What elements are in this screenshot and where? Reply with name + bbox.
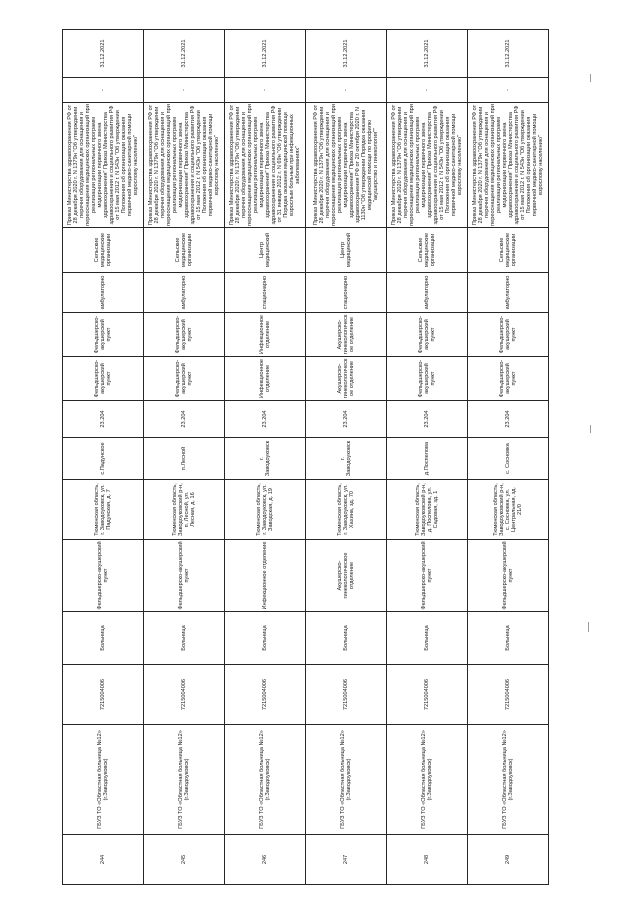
cell-unit: [387, 540, 468, 612]
cell-note: [306, 78, 387, 103]
cell-category-text: Сельские медицинские организации: [93, 232, 113, 268]
cell-org-text: ГБУЗ ТО «Областная больница №12» (г.Заводоуковск): [420, 730, 433, 829]
cell-conditions-text: амбулаторно: [180, 275, 187, 310]
cell-org-text: ГБУЗ ТО «Областная больница №12» (г.Заводоуковск): [339, 730, 352, 829]
cell-code-text: 7215004006: [504, 678, 511, 711]
cell-unit-type-text: Фельдшерско-акушерский пункт: [498, 359, 518, 398]
cell-code-text: 7215004006: [180, 678, 187, 711]
cell-org: [225, 725, 306, 835]
cell-conditions: [306, 273, 387, 313]
cell-org-text: ГБУЗ ТО «Областная больница №12» (г.Заводоуковск): [501, 730, 514, 829]
cell-address-text: Тюменская область, г. Заводоуковск, ул. Падунская, д. 7: [93, 483, 113, 536]
cell-locality: [306, 438, 387, 480]
cell-unit-type: [225, 357, 306, 401]
cell-address-text: Тюменская область, Заводоуковский р-н, д. Поспелова, ул. Садовая, зд. 1: [414, 483, 440, 536]
cell-address: [63, 480, 144, 540]
cell-date: [387, 30, 468, 78]
cell-unit-text: Фельдшерско-акушерский пункт: [420, 541, 433, 610]
cell-unit-profile: [387, 313, 468, 357]
cell-org-text: ГБУЗ ТО «Областная больница №12» (г.Заводоуковск): [177, 730, 190, 829]
cell-unit-profile-text: Акушерско-гинекологическое отделение: [336, 314, 356, 355]
cell-code: [144, 665, 225, 725]
cell-unit-type: [387, 357, 468, 401]
cell-unit-type-text: Акушерско-гинекологическое отделение: [336, 358, 356, 399]
cell-code-text: 7215004006: [423, 678, 430, 711]
cell-oktmo: [63, 401, 144, 438]
cell-type: [63, 612, 144, 665]
cell-locality-text: с. Сосновка: [504, 443, 511, 474]
cell-conditions-text: стационарно: [342, 275, 349, 310]
cell-type-text: Больница: [423, 625, 430, 651]
cell-unit-profile-text: Фельдшерско-акушерский пункт: [498, 315, 518, 354]
cell-address: [387, 480, 468, 540]
cell-type: [387, 612, 468, 665]
cell-basis: [387, 103, 468, 228]
cell-oktmo: [468, 401, 549, 438]
cell-locality: [63, 438, 144, 480]
cell-code: [225, 665, 306, 725]
cell-address-text: Тюменская область, г. Заводоуковск, ул. Заводская, д. 19: [255, 483, 275, 536]
cell-code: [468, 665, 549, 725]
cell-category: [225, 228, 306, 273]
cell-type: [468, 612, 549, 665]
cell-unit-type: [468, 357, 549, 401]
cell-oktmo: [144, 401, 225, 438]
cell-basis: [306, 103, 387, 228]
cell-category-text: Сельские медицинские организации: [417, 232, 437, 268]
cell-num: [387, 835, 468, 885]
cell-num: [225, 835, 306, 885]
cell-type: [225, 612, 306, 665]
equipment-table: [62, 29, 549, 885]
cell-oktmo-text: 23.204: [342, 410, 349, 428]
cell-oktmo-text: 23.204: [423, 410, 430, 428]
cell-unit-text: Фельдшерско-акушерский пункт: [96, 541, 109, 610]
cell-locality-text: г. Заводоуковск: [258, 440, 271, 477]
cell-type-text: Больница: [504, 625, 511, 651]
cell-address-text: Тюменская область, Заводоуковский р-н, с. Сосновка, ул. Центральная, зд. 21/0: [492, 483, 524, 536]
cell-unit-text: Инфекционное отделение: [261, 541, 268, 610]
cell-unit-profile: [144, 313, 225, 357]
cell-note-text: -: [423, 89, 430, 91]
cell-unit-profile: [306, 313, 387, 357]
cell-org: [306, 725, 387, 835]
cell-num-text: 247: [342, 854, 349, 865]
cell-conditions-text: амбулаторно: [423, 275, 430, 310]
cell-unit: [306, 540, 387, 612]
cell-code-text: 7215004006: [342, 678, 349, 711]
cell-note: [468, 78, 549, 103]
cell-date-text: 31.12.2021: [504, 39, 511, 68]
cell-oktmo: [225, 401, 306, 438]
cell-note: [387, 78, 468, 103]
cell-oktmo-text: 23.204: [180, 410, 187, 428]
cell-note-text: -: [504, 89, 511, 91]
cell-org: [144, 725, 225, 835]
cell-category: [468, 228, 549, 273]
cell-type: [306, 612, 387, 665]
cell-type: [144, 612, 225, 665]
cell-num: [63, 835, 144, 885]
scan-mark: [588, 622, 589, 632]
scan-mark: [590, 74, 591, 82]
cell-unit: [144, 540, 225, 612]
cell-note-text: -: [180, 89, 187, 91]
cell-conditions: [144, 273, 225, 313]
cell-conditions: [63, 273, 144, 313]
table-row: [225, 30, 306, 885]
cell-conditions-text: стационарно: [261, 275, 268, 310]
cell-basis-text: Приказ Министерства здравоохранения РФ от 28 декабря 2020 г. N 1379н "Об утверждении перечня оборудования для оснащения и переоснащения медицинских организаций при реализации региональных программ модернизации первичного звена здравоохранения" Приказ Министерства здравоохранения и социального развития РФ от 15 мая 2012 г. N 543н "Об утверждении Положения об организации оказания первичной медико-санитарной помощи взрослому населению": [471, 104, 545, 226]
cell-date-text: 31.12.2021: [261, 39, 268, 68]
cell-note-text: -: [342, 89, 349, 91]
cell-address: [468, 480, 549, 540]
table-body: [63, 30, 549, 885]
cell-note: [63, 78, 144, 103]
table-row: [63, 30, 144, 885]
cell-org: [387, 725, 468, 835]
cell-basis: [225, 103, 306, 228]
cell-code: [387, 665, 468, 725]
cell-unit-profile-text: Фельдшерско-акушерский пункт: [93, 315, 113, 354]
cell-org-text: ГБУЗ ТО «Областная больница №12» (г.Заводоуковск): [258, 730, 271, 829]
cell-org: [63, 725, 144, 835]
table-row: [306, 30, 387, 885]
cell-category-text: Сельские медицинские организации: [498, 232, 518, 268]
cell-basis-text: Приказ Министерства здравоохранения РФ от 28 декабря 2020 г. N 1379н "Об утверждении перечня оборудования для оснащения и переоснащения медицинских организаций при реализации региональных программ модернизации первичного звена здравоохранения" Приказ Министерства здравоохранения и социального развития РФ от 31 января 2012 г. N 69н "Об утверждении Порядка оказания медицинской помощи взрослым больным при инфекционных заболеваниях": [228, 104, 302, 226]
cell-unit-text: Фельдшерско-акушерский пункт: [501, 541, 514, 610]
cell-locality-text: с.Падунское: [99, 442, 106, 475]
scan-mark: [590, 425, 591, 433]
cell-code-text: 7215004006: [99, 678, 106, 711]
cell-date: [225, 30, 306, 78]
cell-num-text: 248: [423, 854, 430, 865]
cell-locality-text: д.Поспелова: [423, 441, 430, 476]
cell-locality: [225, 438, 306, 480]
cell-address: [306, 480, 387, 540]
cell-conditions-text: амбулаторно: [504, 275, 511, 310]
cell-code: [63, 665, 144, 725]
cell-type-text: Больница: [99, 625, 106, 651]
cell-category: [306, 228, 387, 273]
cell-unit-type-text: Фельдшерско-акушерский пункт: [93, 359, 113, 398]
cell-conditions: [225, 273, 306, 313]
cell-conditions: [468, 273, 549, 313]
cell-unit-type-text: Инфекционное отделение: [258, 358, 271, 399]
cell-date-text: 31.12.2021: [180, 39, 187, 68]
cell-note: [225, 78, 306, 103]
cell-num: [306, 835, 387, 885]
table-row: [144, 30, 225, 885]
cell-unit-type: [144, 357, 225, 401]
cell-category-text: Сельские медицинские организации: [174, 232, 194, 268]
cell-note: [144, 78, 225, 103]
cell-unit-profile: [468, 313, 549, 357]
cell-unit: [225, 540, 306, 612]
cell-category: [144, 228, 225, 273]
cell-code-text: 7215004006: [261, 678, 268, 711]
cell-num-text: 246: [261, 854, 268, 865]
cell-unit-profile: [225, 313, 306, 357]
cell-num-text: 249: [504, 854, 511, 865]
cell-type-text: Больница: [342, 625, 349, 651]
cell-oktmo-text: 23.204: [99, 410, 106, 428]
table-row: [387, 30, 468, 885]
cell-date: [63, 30, 144, 78]
cell-unit-profile-text: Фельдшерско-акушерский пункт: [174, 315, 194, 354]
cell-address-text: Тюменская область, Заводоуковский р-н, п. Лесной, ул. Лесная, д. 16: [171, 483, 197, 536]
cell-unit-profile-text: Инфекционное отделение: [258, 314, 271, 355]
cell-num: [468, 835, 549, 885]
cell-locality: [468, 438, 549, 480]
cell-unit-text: Акушерско-гинекологическое отделение: [336, 552, 356, 599]
cell-basis-text: Приказ Министерства здравоохранения РФ от 28 декабря 2020 г. N 1379н "Об утверждении перечня оборудования для оснащения и переоснащения медицинских организаций при реализации региональных программ модернизации первичного звена здравоохранения" Приказ Министерства здравоохранения и социального развития РФ от 15 мая 2012 г. N 543н "Об утверждении Положения об организации оказания первичной медико-санитарной помощи взрослому населению": [390, 104, 464, 226]
cell-unit: [468, 540, 549, 612]
cell-oktmo-text: 23.204: [504, 410, 511, 428]
cell-category: [387, 228, 468, 273]
cell-org: [468, 725, 549, 835]
document-sheet: [62, 30, 548, 885]
cell-basis-text: Приказ Министерства здравоохранения РФ от 28 декабря 2020 г. N 1379н "Об утверждении перечня оборудования для оснащения и переоснащения медицинских организаций при реализации региональных программ модернизации первичного звена здравоохранения" Приказ Министерства здравоохранения и социального развития РФ от 15 мая 2012 г. N 543н "Об утверждении Положения об организации оказания первичной медико-санитарной помощи взрослому населению": [147, 104, 221, 226]
cell-date-text: 31.12.2021: [99, 39, 106, 68]
cell-date: [306, 30, 387, 78]
cell-oktmo: [306, 401, 387, 438]
cell-basis: [63, 103, 144, 228]
cell-category-text: Центр медицинский: [339, 232, 352, 268]
cell-unit-text: Фельдшерско-акушерский пункт: [177, 541, 190, 610]
cell-address: [144, 480, 225, 540]
cell-unit-type: [63, 357, 144, 401]
cell-type-text: Больница: [261, 625, 268, 651]
cell-unit-type-text: Фельдшерско-акушерский пункт: [174, 359, 194, 398]
cell-org-text: ГБУЗ ТО «Областная больница №12» (г.Заводоуковск): [96, 730, 109, 829]
cell-num-text: 244: [99, 854, 106, 865]
cell-address-text: Тюменская область, г. Заводоуковск, ул. Хахина, зд. 70: [336, 483, 356, 536]
cell-date: [144, 30, 225, 78]
cell-category: [63, 228, 144, 273]
cell-date-text: 31.12.2021: [423, 39, 430, 68]
cell-locality: [387, 438, 468, 480]
cell-type-text: Больница: [180, 625, 187, 651]
cell-conditions: [387, 273, 468, 313]
cell-oktmo: [387, 401, 468, 438]
cell-unit-type-text: Фельдшерско-акушерский пункт: [417, 359, 437, 398]
cell-conditions-text: амбулаторно: [99, 275, 106, 310]
cell-num-text: 245: [180, 854, 187, 865]
cell-code: [306, 665, 387, 725]
cell-basis: [144, 103, 225, 228]
cell-basis-text: Приказ Министерства здравоохранения РФ от 28 декабря 2020 г. N 1379н "Об утверждении перечня оборудования для оснащения и переоснащения медицинских организаций при реализации региональных программ модернизации первичного звена здравоохранения" Приказ Министерства здравоохранения и социального развития РФ от 15 мая 2012 г. N 543н "Об утверждении Положения об организации оказания первичной медико-санитарной помощи взрослому населению": [66, 104, 140, 226]
cell-locality-text: г. Заводоуковск: [339, 440, 352, 477]
cell-basis-text: Приказ Министерства здравоохранения РФ от 28 декабря 2020 г. N 1379н "Об утверждении перечня оборудования для оснащения и переоснащения медицинских организаций при реализации региональных программ модернизации первичного звена здравоохранения" Приказ Министерства здравоохранения РФ от 20 октября 2020 г. N 1130н "Об утверждении Порядка оказания медицинской помощи по профилю "акушерство и гинекология"": [312, 104, 380, 226]
cell-basis: [468, 103, 549, 228]
cell-address: [225, 480, 306, 540]
cell-num: [144, 835, 225, 885]
cell-category-text: Центр медицинский: [258, 232, 271, 268]
cell-unit-profile: [63, 313, 144, 357]
cell-note-text: -: [99, 89, 106, 91]
cell-locality: [144, 438, 225, 480]
cell-unit: [63, 540, 144, 612]
cell-date: [468, 30, 549, 78]
cell-locality-text: п.Лесной: [180, 446, 187, 471]
table-row: [468, 30, 549, 885]
cell-date-text: 31.12.2021: [342, 39, 349, 68]
cell-unit-type: [306, 357, 387, 401]
cell-unit-profile-text: Фельдшерско-акушерский пункт: [417, 315, 437, 354]
cell-oktmo-text: 23.204: [261, 410, 268, 428]
cell-note-text: -: [261, 89, 268, 91]
